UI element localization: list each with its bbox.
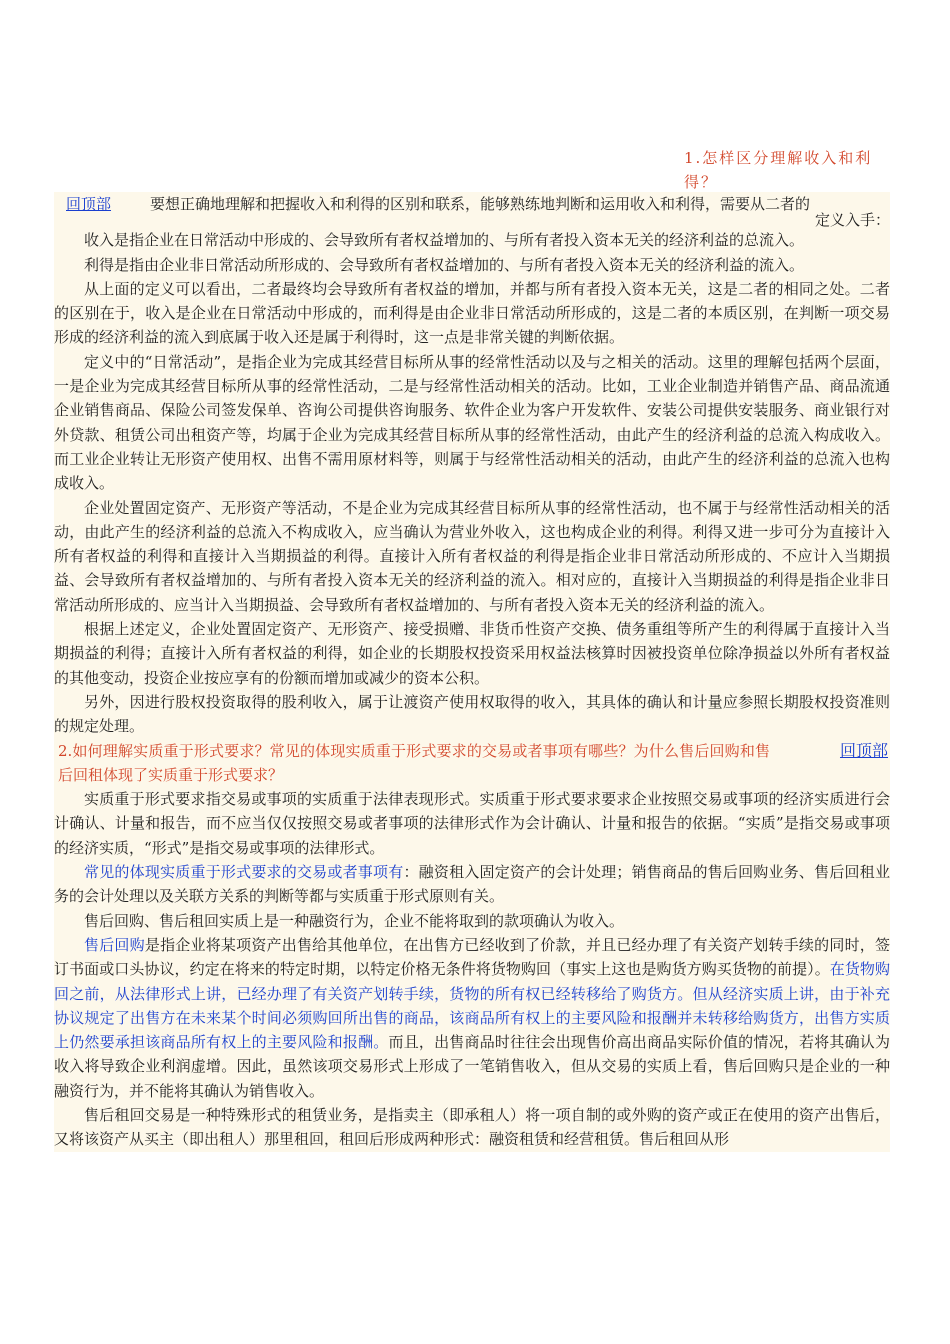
comparison-paragraph: 从上面的定义可以看出，二者最终均会导致所有者权益的增加，并都与所有者投入资本无关，这是二者的相同之处。二者的区别在于，收入是企业在日常活动中形成的，而利得是由企业非日常活动所形成的，这是二者的本质区别，在判断一项交易形成的经济利益的流入到底属于收入还是属于利得时，这一点是非常关键的判断依据。 [54, 279, 890, 347]
question-2-heading: 2.如何理解实质重于形式要求？常见的体现实质重于形式要求的交易或者事项有哪些？为什么售后回购和售后回租体现了实质重于形式要求？ [58, 741, 770, 784]
intro-row [54, 192, 890, 228]
repurchase-term: 售后回购 [84, 935, 145, 954]
back-to-top-link[interactable]: 回顶部 [66, 195, 112, 213]
asset-disposal-paragraph: 企业处置固定资产、无形资产等活动，不是企业为完成其经营目标所从事的经常性活动，也不属于与经常性活动相关的活动，由此产生的经济利益的总流入不构成收入，应当确认为营业外收入，这也构成企业的利得。利得又进一步可分为直接计入所有者权益的利得和直接计入当期损益的利得。直接计入所有者权益的利得是指企业非日常活动所形成的、不应计入当期损益、会导致所有者权益增加的、与所有者投入资本无关的经济利益的流入。相对应的，直接计入当期损益的利得是指企业非日常活动所形成的、应当计入当期损益、会导致所有者权益增加的、与所有者投入资本无关的经济利益的流入。 [54, 498, 890, 614]
dividend-paragraph: 另外，因进行股权投资取得的股利收入，属于让渡资产使用权取得的收入，其具体的确认和计量应参照长期股权投资准则的规定处理。 [54, 692, 890, 736]
common-transactions-lead: 常见的体现实质重于形式要求的交易或者事项有 [84, 863, 404, 882]
answer-content [54, 192, 890, 1152]
question-2-row [54, 739, 890, 788]
repurchase-text-blue: 在货物购回之前，从法律形式上讲，已经办理了有关资产划转手续，货物的所有权已经转移给了购货方。但从经济实质上讲，由于补充协议规定了出售方在未来某个时间必须购回所出售的商品，该商品所有权上的主要风险和报酬并未转移给购货方，出售方实质上仍然要承担该商品所有权上的主要风险和报酬。 [54, 960, 890, 1052]
back-to-top-link-2[interactable]: 回顶部 [839, 740, 888, 760]
repurchase-text-b: 而且，出售商品时往往会出现售价高出商品实际价值的情况，若将其确认为收入将导致企业利润虚增。因此，虽然该项交易形式上形成了一笔销售收入，但从交易的实质上看，售后回购只是企业的一种融资行为，并不能将其确认为销售收入。 [54, 1033, 890, 1100]
repurchase-text-a: 是指企业将某项资产出售给其他单位，在出售方已经收到了价款，并且已经办理了有关资产划转手续的同时，签订书面或口头协议，约定在将来的特定时期，以特定价格无条件将货物购回（事实上这也是购货方购买货物的前提）。 [54, 935, 890, 979]
financing-paragraph: 售后回购、售后租回实质上是一种融资行为，企业不能将取到的款项确认为收入。 [84, 911, 625, 930]
definition-application-paragraph: 根据上述定义，企业处置固定资产、无形资产、接受损赠、非货币性资产交换、债务重组等所产生的利得属于直接计入当期损益的利得；直接计入所有者权益的利得，如企业的长期股权投资采用权益法核算时因被投资单位除净损益以外所有者权益的其他变动，投资企业按应享有的份额而增加或减少的资本公积。 [54, 620, 890, 687]
gain-definition: 利得是指由企业非日常活动所形成的、会导致所有者权益增加的、与所有者投入资本无关的经济利益的流入。 [84, 255, 805, 274]
daily-activity-paragraph: 定义中的“日常活动”，是指企业为完成其经营目标所从事的经常性活动以及与之相关的活动。这里的理解包括两个层面，一是企业为完成其经营目标所从事的经常性活动，二是与经常性活动相关的活动。比如，工业企业制造并销售产品、商品流通企业销售商品、保险公司签发保单、咨询公司提供咨询服务、软件企业为客户开发软件、安装公司提供安装服务、商业银行对外贷款、租赁公司出租资产等，均属于企业为完成其经营目标所从事的经常性活动，由此产生的经济利益的总流入构成收入。而工业企业转让无形资产使用权、出售不需用原材料等，则属于与经常性活动相关的活动，由此产生的经济利益的总流入也构成收入。 [54, 352, 890, 493]
intro-lead-text: 要想正确地理解和把握收入和利得的区别和联系，能够熟练地判断和运用收入和利得，需要从二者的 [150, 195, 811, 213]
intro-tail-text: 定义入手： [814, 211, 890, 230]
income-definition: 收入是指企业在日常活动中形成的、会导致所有者权益增加的、与所有者投入资本无关的经济利益的总流入。 [84, 231, 805, 250]
question-1-heading: 1.怎样区分理解收入和利得？ [684, 149, 873, 191]
leaseback-paragraph: 售后租回交易是一种特殊形式的租赁业务，是指卖主（即承租人）将一项自制的或外购的资产或正在使用的资产出售后，又将该资产从买主（即出租人）那里租回，租回后形成两种形式：融资租赁和经营租赁。售后租回从形 [54, 1105, 890, 1149]
substance-paragraph: 实质重于形式要求指交易或事项的实质重于法律表现形式。实质重于形式要求要求企业按照交易或事项的经济实质进行会计确认、计量和报告，而不应当仅仅按照交易或者事项的法律形式作为会计确认、计量和报告的依据。“实质”是指交易或事项的经济实质，“形式”是指交易或事项的法律形式。 [54, 790, 890, 857]
common-transactions-paragraph [54, 860, 890, 909]
common-transactions-rest: ：融资租入固定资产的会计处理；销售商品的售后回购业务、售后回租业务的会计处理以及关联方关系的判断等都与实质重于形式原则有关。 [54, 863, 890, 906]
repurchase-paragraph [54, 933, 890, 1103]
